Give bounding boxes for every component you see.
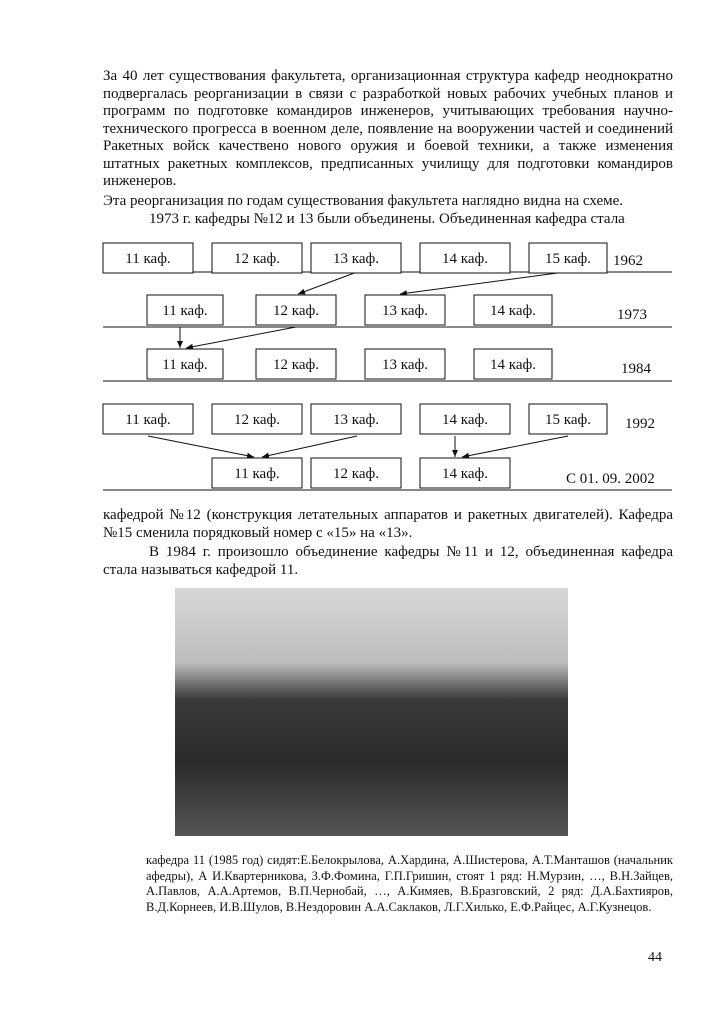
department-label: 15 каф. (545, 251, 591, 267)
department-label: 14 каф. (442, 412, 488, 428)
department-label: 11 каф. (125, 251, 171, 267)
year-label: 1992 (625, 416, 655, 432)
department-label: 12 каф. (273, 357, 319, 373)
paragraph-1973-start: 1973 г. кафедры №12 и 13 были объединены. Объединенная кафедра стала (149, 211, 625, 227)
department-label: 14 каф. (490, 303, 536, 319)
department-label: 12 каф. (234, 412, 280, 428)
department-label: 12 каф. (273, 303, 319, 319)
department-label: 13 каф. (382, 357, 428, 373)
paragraph-1973-end: кафедрой №12 (конструкция летательных аппаратов и ракетных двигателей). Кафедра №15 сменила порядковый номер с «15» на «13». (103, 507, 673, 541)
year-label: 1973 (617, 307, 647, 323)
department-label: 13 каф. (333, 412, 379, 428)
photo-caption: кафедра 11 (1985 год) сидят:Е.Белокрылова, А.Хардина, А.Шистерова, А.Т.Манташов (начальник афедры), А И.Квартерникова, З.Ф.Фомина, Г.П.Гришин, стоят 1 ряд: Н.Мурзин, …, В.Н.Зайцев, А.Павлов, А.А.Артемов, В.П.Чернобай, …, А.Кимяев, В.Бразговский, 2 ряд: Д.А.Бахтияров, В.Д.Корнеев, И.В.Шулов, В.Нездоровин А.А.Саклаков, Л.Г.Хилько, Е.Ф.Райцес, А.Г.Кузнецов. (146, 853, 673, 914)
department-label: 11 каф. (234, 466, 280, 482)
department-group-photo (175, 588, 568, 836)
paragraph-1984: В 1984 г. произошло объединение кафедры №11 и 12, объединенная кафедра стала называться кафедрой 11. (103, 544, 673, 578)
department-label: 12 каф. (234, 251, 280, 267)
department-label: 14 каф. (442, 251, 488, 267)
department-label: 11 каф. (162, 303, 208, 319)
department-label: 11 каф. (162, 357, 208, 373)
scheme-intro: Эта реорганизация по годам существования факультета наглядно видна на схеме. (103, 193, 624, 209)
page-number: 44 (648, 950, 662, 965)
department-label: 11 каф. (125, 412, 171, 428)
department-label: 12 каф. (333, 466, 379, 482)
intro-paragraph: За 40 лет существования факультета, организационная структура кафедр неоднократно подвергалась реорганизации в связи с разработкой новых рабочих учебных планов и программ по подготовке командиров инженеров, учитывающих требования научно-технического прогресса в военном деле, появление на вооружении частей и соединений Ракетных войск качествено нового оружия и боевой техники, а также изменения штатных ракетных комплексов, предписанных училищу для подготовки командиров инженеров. (103, 68, 673, 189)
department-label: 13 каф. (333, 251, 379, 267)
department-label: 14 каф. (490, 357, 536, 373)
department-label: 15 каф. (545, 412, 591, 428)
department-label: 13 каф. (382, 303, 428, 319)
year-label: 1984 (621, 361, 651, 377)
reorganization-diagram (0, 0, 723, 500)
year-label: 1962 (613, 253, 643, 269)
year-label: С 01. 09. 2002 (566, 471, 655, 487)
department-label: 14 каф. (442, 466, 488, 482)
